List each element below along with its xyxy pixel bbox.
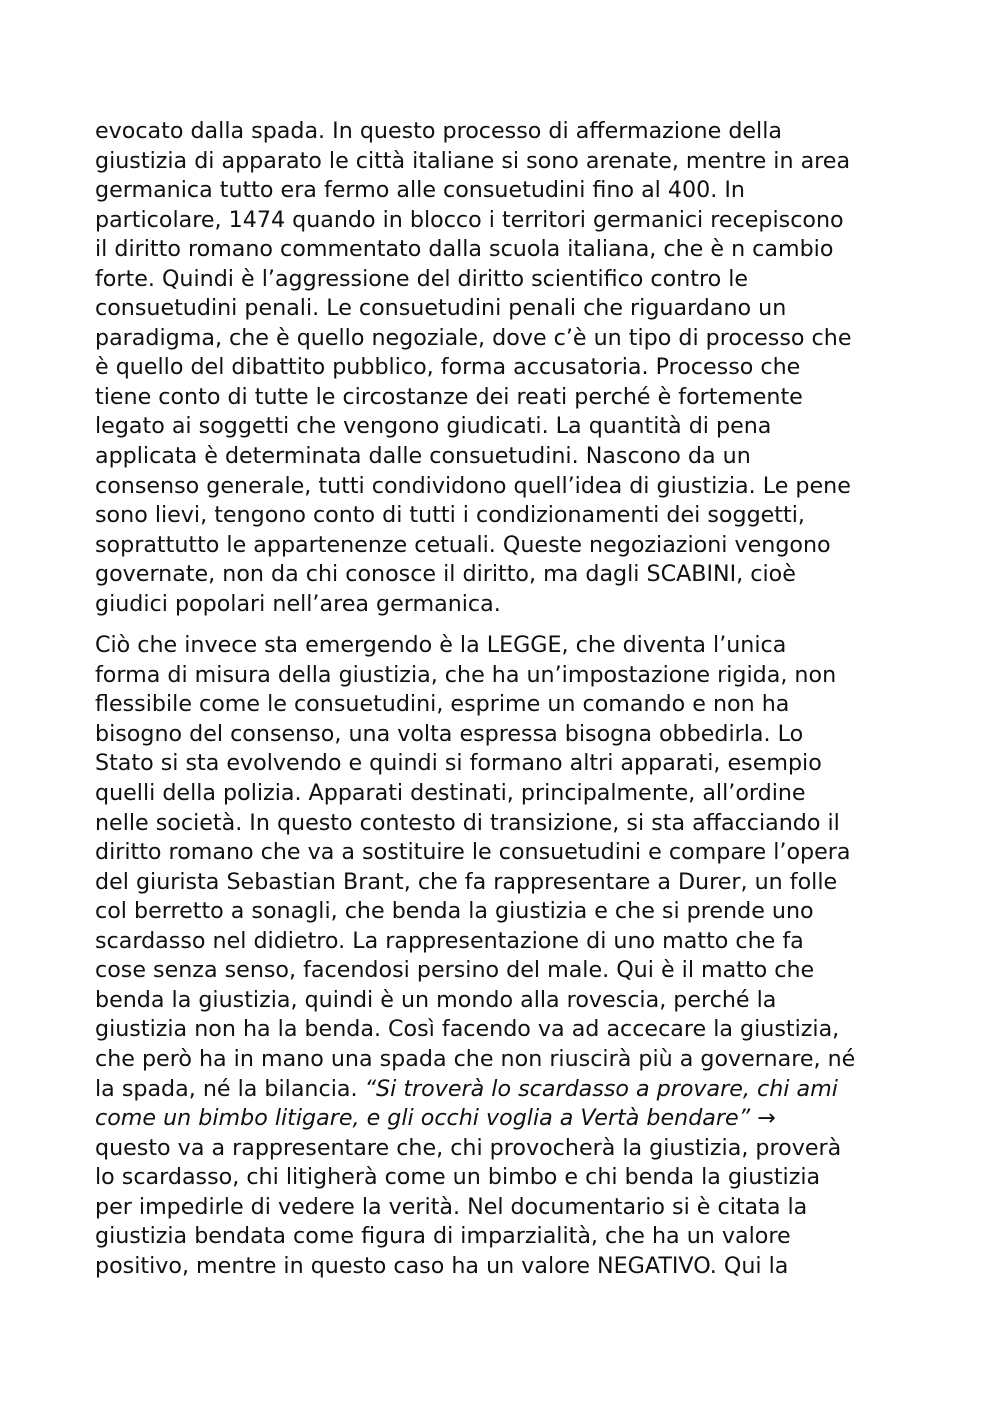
text-line: soprattutto le appartenenze cetuali. Queste negoziazioni vengono xyxy=(95,531,831,558)
text-line: governate, non da chi conosce il diritto, ma dagli SCABINI, cioè xyxy=(95,561,796,588)
text-line: consenso generale, tutti condividono quell’idea di giustizia. Le pene xyxy=(95,472,851,499)
text-line: forte. Quindi è l’aggressione del diritto scientifico contro le xyxy=(95,265,749,292)
text-line: Stato si sta evolvendo e quindi si formano altri apparati, esempio xyxy=(95,750,822,777)
text-line: cose senza senso, facendosi persino del male. Qui è il matto che xyxy=(95,957,815,984)
text-line: consuetudini penali. Le consuetudini penali che riguardano un xyxy=(95,295,787,322)
text-line: del giurista Sebastian Brant, che fa rappresentare a Durer, un folle xyxy=(95,868,838,895)
document-body xyxy=(95,117,910,1281)
text-line: giustizia bendata come figura di imparzialità, che ha un valore xyxy=(95,1223,791,1250)
text-line: Ciò che invece sta emergendo è la LEGGE, che diventa l’unica xyxy=(95,632,787,659)
text-line: il diritto romano commentato dalla scuola italiana, che è n cambio xyxy=(95,236,834,263)
text-line: positivo, mentre in questo caso ha un valore NEGATIVO. Qui la xyxy=(95,1252,789,1279)
text-line: giustizia non ha la benda. Così facendo va ad accecare la giustizia, xyxy=(95,1016,840,1043)
text-line: scardasso nel didietro. La rappresentazione di uno matto che fa xyxy=(95,927,804,954)
text-line: applicata è determinata dalle consuetudini. Nascono da un xyxy=(95,443,751,470)
text-line: bisogno del consenso, una volta espressa bisogna obbedirla. Lo xyxy=(95,720,804,747)
arrow-icon: → xyxy=(750,1105,776,1132)
text-line: flessibile come le consuetudini, esprime un comando e non ha xyxy=(95,691,790,718)
text-line: forma di misura della giustizia, che ha un’impostazione rigida, non xyxy=(95,661,837,688)
paragraph-1 xyxy=(95,117,910,619)
text-line: legato ai soggetti che vengono giudicati. La quantità di pena xyxy=(95,413,772,440)
paragraph-2 xyxy=(95,631,910,1281)
text-line: giustizia di apparato le città italiane si sono arenate, mentre in area xyxy=(95,147,851,174)
text-line-mixed xyxy=(95,1104,910,1134)
text-line: paradigma, che è quello negoziale, dove c’è un tipo di processo che xyxy=(95,324,852,351)
text-line: che però ha in mano una spada che non riuscirà più a governare, né xyxy=(95,1045,856,1072)
text-line: germanica tutto era fermo alle consuetudini fino al 400. In xyxy=(95,177,745,204)
plain-text: la spada, né la bilancia. xyxy=(95,1075,365,1102)
text-line: tiene conto di tutte le circostanze dei reati perché è fortemente xyxy=(95,383,803,410)
text-line: questo va a rappresentare che, chi provocherà la giustizia, proverà xyxy=(95,1134,842,1161)
text-line: particolare, 1474 quando in blocco i territori germanici recepiscono xyxy=(95,206,844,233)
text-line: è quello del dibattito pubblico, forma accusatoria. Processo che xyxy=(95,354,801,381)
text-line: diritto romano che va a sostituire le consuetudini e compare l’opera xyxy=(95,839,851,866)
italic-quote: come un bimbo litigare, e gli occhi voglia a Vertà bendare” xyxy=(95,1105,751,1132)
text-line: giudici popolari nell’area germanica. xyxy=(95,590,501,617)
text-line: nelle società. In questo contesto di transizione, si sta affacciando il xyxy=(95,809,840,836)
text-line: per impedirle di vedere la verità. Nel documentario si è citata la xyxy=(95,1193,808,1220)
text-line: lo scardasso, chi litigherà come un bimbo e chi benda la giustizia xyxy=(95,1164,821,1191)
text-line: evocato dalla spada. In questo processo di affermazione della xyxy=(95,118,782,144)
text-line: col berretto a sonagli, che benda la giustizia e che si prende uno xyxy=(95,898,814,925)
text-line-mixed xyxy=(95,1075,910,1105)
text-line: benda la giustizia, quindi è un mondo alla rovescia, perché la xyxy=(95,986,777,1013)
italic-quote: “Si troverà lo scardasso a provare, chi ami xyxy=(364,1075,838,1102)
text-line: sono lievi, tengono conto di tutti i condizionamenti dei soggetti, xyxy=(95,502,805,529)
text-line: quelli della polizia. Apparati destinati, principalmente, all’ordine xyxy=(95,780,806,807)
